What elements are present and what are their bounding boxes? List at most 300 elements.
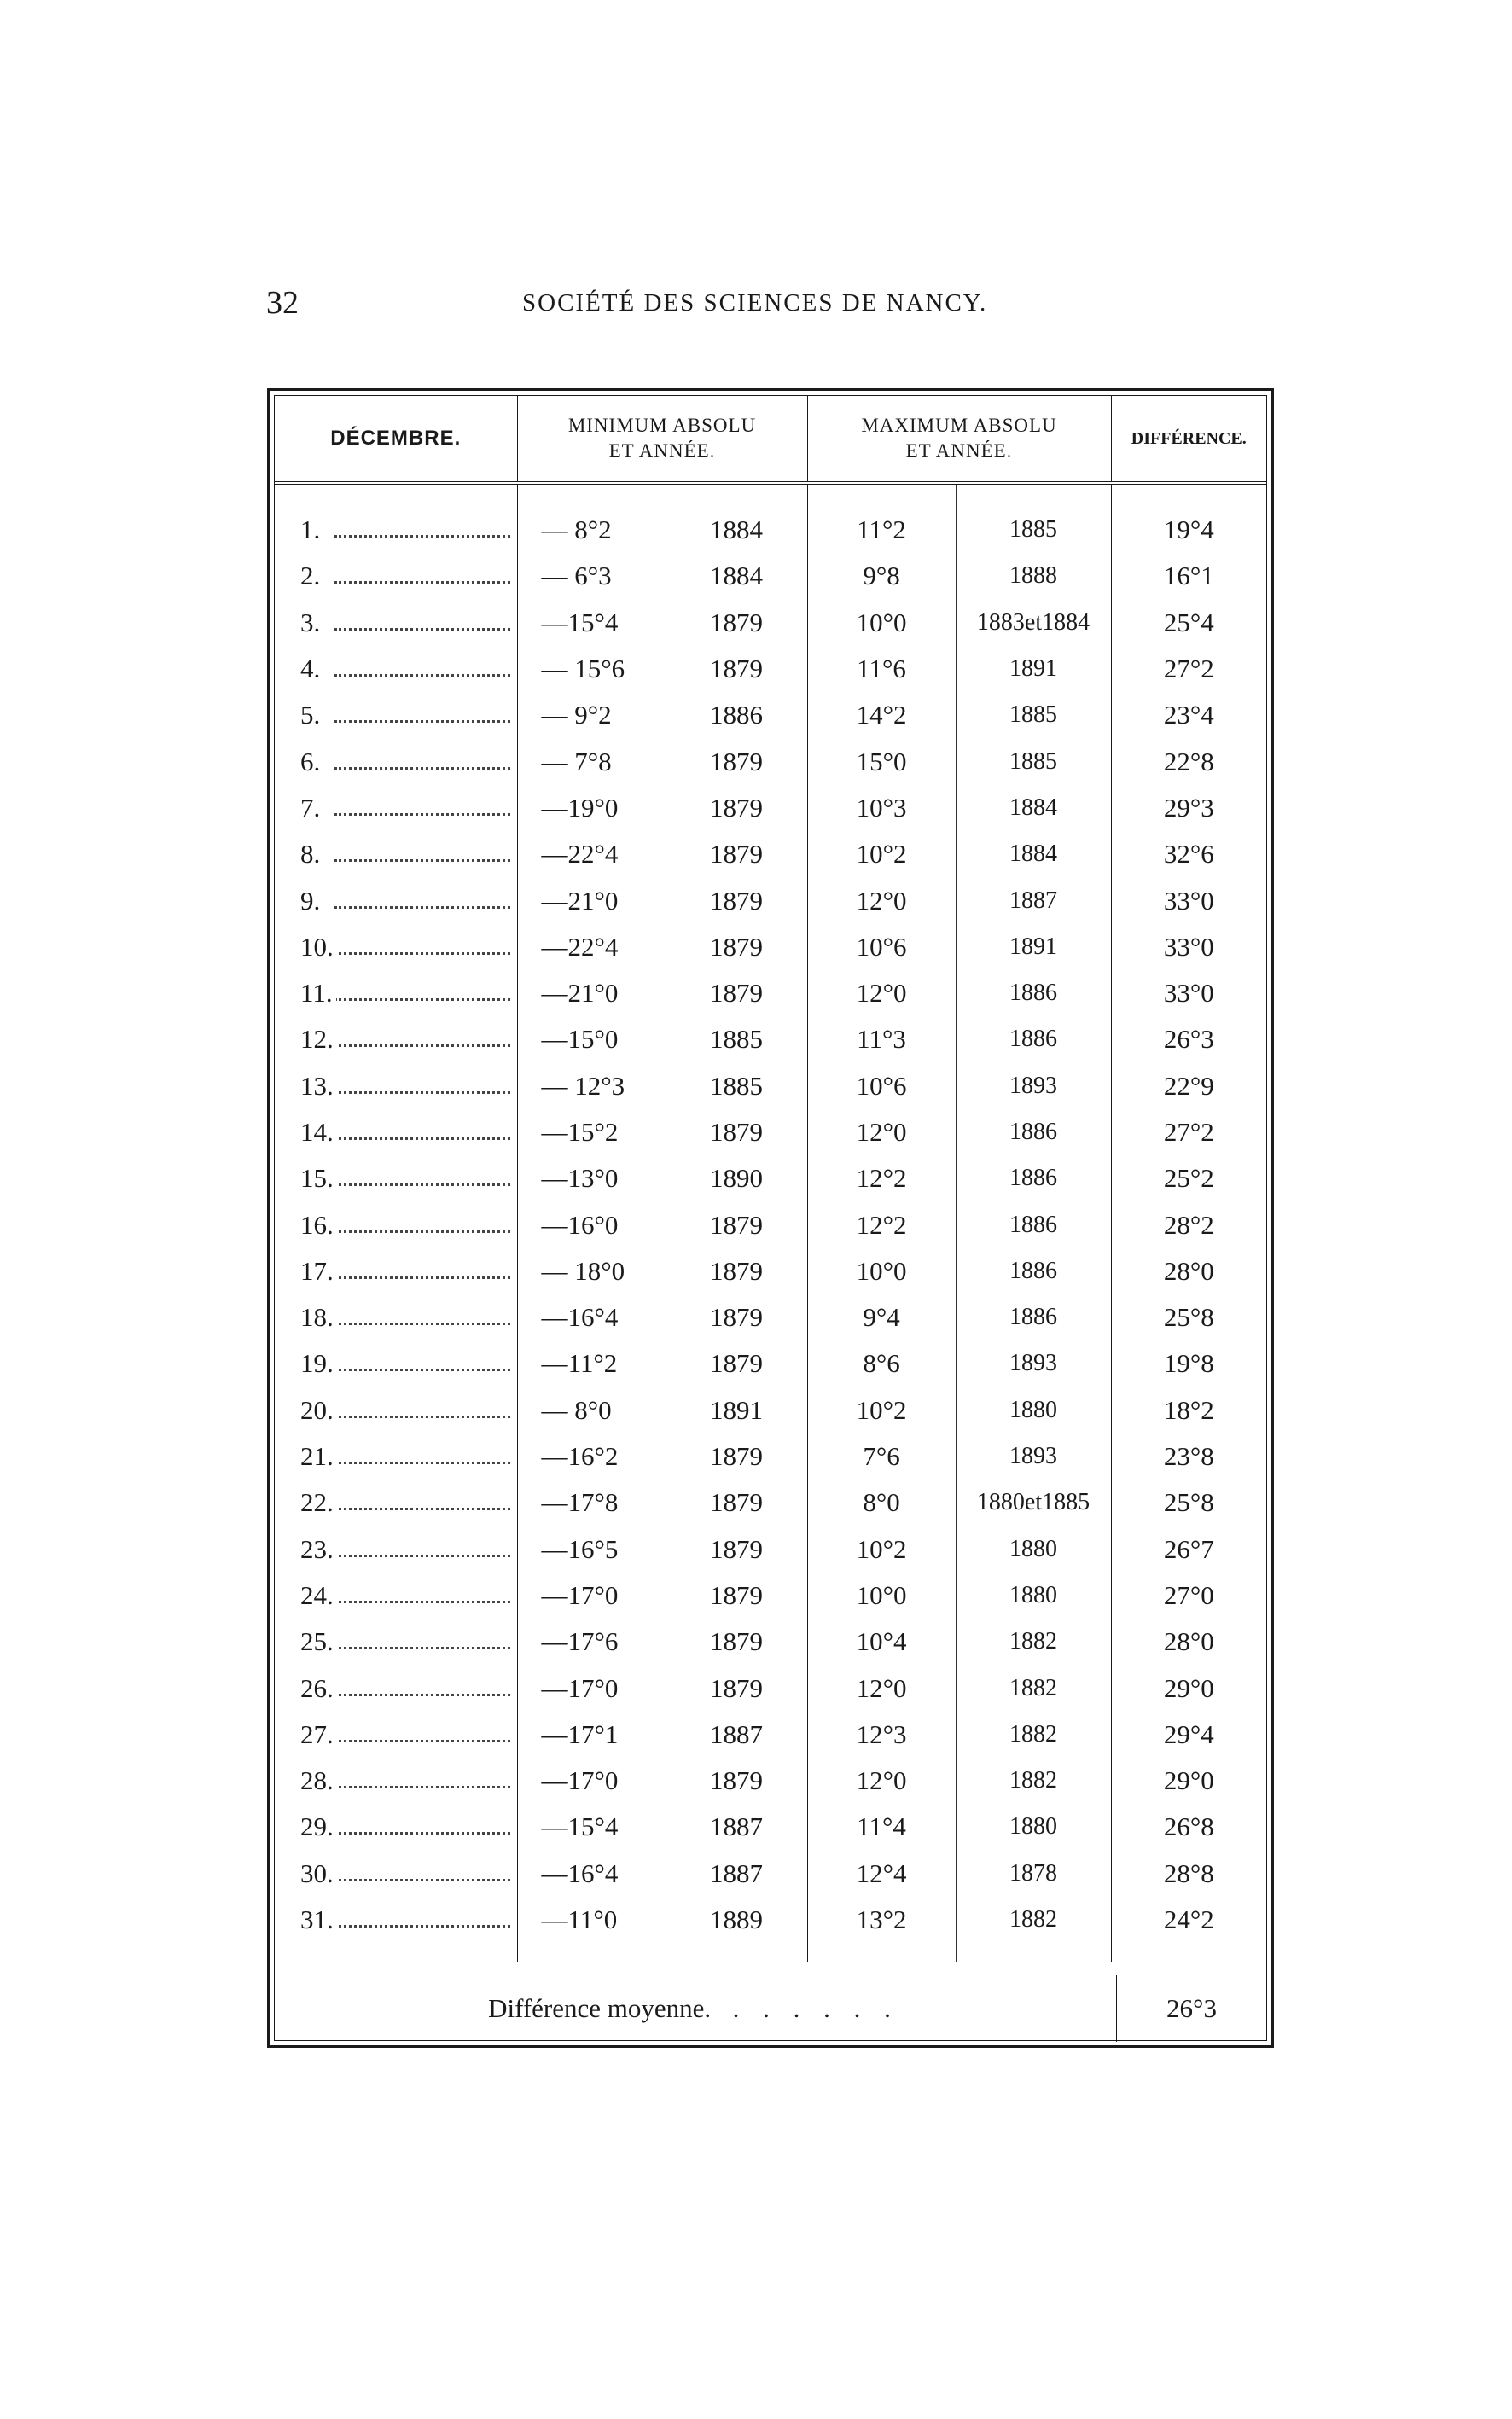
day-number: 14.	[300, 1117, 337, 1147]
table-row	[275, 1155, 1266, 1201]
day-cell	[275, 1201, 517, 1247]
dot-leader	[334, 1137, 510, 1140]
dot-leader	[334, 1323, 510, 1325]
column-header-minimum-line2: ET ANNÉE.	[608, 440, 716, 462]
difference-cell: 26°8	[1163, 1811, 1214, 1842]
maximum-value-cell: 10°3	[807, 785, 956, 831]
maximum-year-cell: 1886	[956, 1201, 1111, 1247]
difference-cell: 29°0	[1163, 1765, 1214, 1796]
maximum-year-cell: 1886	[956, 1248, 1111, 1294]
table-row	[275, 1387, 1266, 1433]
minimum-year-cell: 1879	[666, 785, 807, 831]
difference-cell: 19°8	[1163, 1348, 1214, 1379]
difference-cell: 25°2	[1163, 1163, 1214, 1194]
day-cell	[275, 738, 517, 784]
dot-leader	[334, 1832, 510, 1835]
maximum-value-cell: 14°2	[807, 692, 956, 738]
maximum-value-cell: 10°0	[807, 1573, 956, 1619]
table-row	[275, 1619, 1266, 1665]
day-cell	[275, 1294, 517, 1340]
difference-cell: 24°2	[1163, 1904, 1214, 1935]
difference-cell: 27°0	[1163, 1579, 1214, 1610]
running-head	[0, 282, 1512, 324]
difference-cell: 16°1	[1163, 561, 1214, 591]
day-number: 19.	[300, 1348, 337, 1378]
dot-leader	[334, 952, 510, 955]
dot-leader	[334, 674, 510, 677]
difference-cell: 25°8	[1163, 1487, 1214, 1518]
table-row	[275, 738, 1266, 784]
minimum-year-cell: 1879	[666, 1109, 807, 1155]
maximum-value-cell: 8°6	[807, 1340, 956, 1387]
minimum-year-cell: 1889	[666, 1897, 807, 1943]
day-number: 4.	[300, 654, 323, 683]
column-header-minimum-line1: MINIMUM ABSOLU	[567, 415, 757, 436]
day-number: 13.	[300, 1071, 337, 1101]
day-cell	[275, 1387, 517, 1433]
minimum-year-cell: 1887	[666, 1804, 807, 1850]
minimum-year-cell: 1891	[666, 1387, 807, 1433]
minimum-year-cell: 1879	[666, 1665, 807, 1711]
minimum-value-cell: —15°4	[517, 600, 666, 646]
dot-leader	[334, 1416, 510, 1418]
day-cell	[275, 553, 517, 599]
minimum-year-cell: 1879	[666, 1758, 807, 1804]
table-row	[275, 1294, 1266, 1340]
dot-leader	[334, 1183, 510, 1186]
minimum-year-cell: 1879	[666, 1294, 807, 1340]
maximum-year-cell: 1886	[956, 1294, 1111, 1340]
difference-cell: 23°8	[1163, 1441, 1214, 1472]
dot-leader	[334, 581, 510, 584]
day-cell	[275, 1526, 517, 1573]
day-number: 21.	[300, 1441, 337, 1471]
minimum-value-cell: — 6°3	[517, 553, 666, 599]
dot-leader	[334, 1276, 510, 1279]
maximum-year-cell: 1885	[956, 507, 1111, 553]
table-row	[275, 1573, 1266, 1619]
table-row	[275, 646, 1266, 692]
minimum-value-cell: —22°4	[517, 924, 666, 970]
minimum-year-cell: 1879	[666, 738, 807, 784]
day-cell	[275, 1480, 517, 1526]
minimum-value-cell: —21°0	[517, 970, 666, 1016]
difference-cell: 18°2	[1163, 1394, 1214, 1425]
day-cell	[275, 1851, 517, 1897]
table-row	[275, 1063, 1266, 1109]
difference-cell: 22°9	[1163, 1070, 1214, 1101]
maximum-year-cell: 1882	[956, 1619, 1111, 1665]
minimum-year-cell: 1890	[666, 1155, 807, 1201]
minimum-year-cell: 1885	[666, 1016, 807, 1062]
temperature-table-frame	[267, 388, 1274, 2048]
table-row	[275, 1804, 1266, 1850]
difference-cell: 33°0	[1163, 885, 1214, 916]
dot-leader	[334, 859, 510, 862]
day-cell	[275, 600, 517, 646]
temperature-table-inner	[274, 395, 1267, 2041]
table-row	[275, 1201, 1266, 1247]
difference-cell: 29°4	[1163, 1718, 1214, 1749]
day-number: 26.	[300, 1673, 337, 1703]
day-cell	[275, 1573, 517, 1619]
table-row	[275, 1016, 1266, 1062]
dot-leader	[334, 998, 510, 1001]
column-header-minimum	[517, 396, 807, 483]
minimum-value-cell: — 12°3	[517, 1063, 666, 1109]
maximum-year-cell: 1884	[956, 785, 1111, 831]
table-footer-row	[275, 1975, 1266, 2042]
day-cell	[275, 1063, 517, 1109]
maximum-year-cell: 1882	[956, 1712, 1111, 1758]
day-cell	[275, 1433, 517, 1480]
minimum-value-cell: —16°4	[517, 1851, 666, 1897]
column-header-maximum-line2: ET ANNÉE.	[905, 440, 1013, 462]
minimum-year-cell: 1879	[666, 877, 807, 923]
dot-leader	[334, 906, 510, 909]
column-header-month: DÉCEMBRE.	[275, 396, 517, 483]
maximum-value-cell: 13°2	[807, 1897, 956, 1943]
table-row	[275, 1340, 1266, 1387]
maximum-value-cell: 10°2	[807, 831, 956, 877]
table-row	[275, 970, 1266, 1016]
day-cell	[275, 1619, 517, 1665]
minimum-year-cell: 1879	[666, 970, 807, 1016]
day-number: 22.	[300, 1487, 337, 1517]
table-row	[275, 1109, 1266, 1155]
dot-leader	[334, 1740, 510, 1742]
table-row	[275, 1758, 1266, 1804]
dot-leader	[334, 1369, 510, 1371]
minimum-year-cell: 1879	[666, 1480, 807, 1526]
maximum-year-cell: 1884	[956, 831, 1111, 877]
minimum-year-cell: 1879	[666, 831, 807, 877]
dot-leader	[334, 767, 510, 770]
day-number: 25.	[300, 1626, 337, 1656]
minimum-year-cell: 1885	[666, 1063, 807, 1109]
minimum-value-cell: — 9°2	[517, 692, 666, 738]
maximum-year-cell: 1883et1884	[956, 600, 1111, 646]
minimum-value-cell: —17°0	[517, 1573, 666, 1619]
minimum-value-cell: —22°4	[517, 831, 666, 877]
day-number: 9.	[300, 886, 323, 916]
dot-leader	[334, 1879, 510, 1881]
minimum-value-cell: —13°0	[517, 1155, 666, 1201]
day-cell	[275, 1804, 517, 1850]
table-row	[275, 1248, 1266, 1294]
maximum-value-cell: 11°6	[807, 646, 956, 692]
average-difference-text: Différence moyenne.	[488, 1993, 712, 2023]
difference-cell: 33°0	[1163, 978, 1214, 1009]
maximum-year-cell: 1882	[956, 1665, 1111, 1711]
minimum-year-cell: 1879	[666, 646, 807, 692]
dot-leader	[334, 1694, 510, 1696]
maximum-value-cell: 15°0	[807, 738, 956, 784]
day-cell	[275, 1248, 517, 1294]
table-row	[275, 877, 1266, 923]
minimum-value-cell: —17°6	[517, 1619, 666, 1665]
maximum-year-cell: 1880	[956, 1804, 1111, 1850]
maximum-value-cell: 12°0	[807, 1758, 956, 1804]
minimum-value-cell: —17°0	[517, 1665, 666, 1711]
maximum-year-cell: 1886	[956, 1155, 1111, 1201]
maximum-value-cell: 12°0	[807, 877, 956, 923]
maximum-value-cell: 11°4	[807, 1804, 956, 1850]
maximum-year-cell: 1888	[956, 553, 1111, 599]
difference-cell: 28°8	[1163, 1858, 1214, 1888]
maximum-year-cell: 1885	[956, 738, 1111, 784]
day-number: 15.	[300, 1163, 337, 1193]
difference-cell: 26°7	[1163, 1533, 1214, 1564]
minimum-value-cell: —15°0	[517, 1016, 666, 1062]
maximum-year-cell: 1880	[956, 1387, 1111, 1433]
table-tail-row	[275, 1943, 1266, 1962]
table-row	[275, 1897, 1266, 1943]
difference-cell: 28°0	[1163, 1626, 1214, 1657]
day-cell	[275, 1758, 517, 1804]
day-number: 30.	[300, 1858, 337, 1888]
day-number: 6.	[300, 747, 323, 776]
table-row	[275, 785, 1266, 831]
minimum-value-cell: —19°0	[517, 785, 666, 831]
minimum-value-cell: —17°8	[517, 1480, 666, 1526]
maximum-year-cell: 1886	[956, 970, 1111, 1016]
minimum-year-cell: 1879	[666, 1248, 807, 1294]
minimum-year-cell: 1884	[666, 553, 807, 599]
table-row	[275, 553, 1266, 599]
difference-cell: 32°6	[1163, 839, 1214, 869]
maximum-year-cell: 1882	[956, 1758, 1111, 1804]
maximum-value-cell: 8°0	[807, 1480, 956, 1526]
minimum-value-cell: —16°2	[517, 1433, 666, 1480]
day-number: 28.	[300, 1765, 337, 1795]
day-number: 27.	[300, 1719, 337, 1749]
maximum-value-cell: 10°2	[807, 1387, 956, 1433]
dot-leader: . . . . . .	[717, 1993, 899, 2023]
day-cell	[275, 646, 517, 692]
maximum-year-cell: 1880et1885	[956, 1480, 1111, 1526]
maximum-year-cell: 1891	[956, 924, 1111, 970]
difference-cell: 28°0	[1163, 1255, 1214, 1286]
table-body	[275, 483, 1266, 1962]
maximum-value-cell: 12°2	[807, 1201, 956, 1247]
minimum-year-cell: 1879	[666, 1201, 807, 1247]
maximum-value-cell: 12°0	[807, 970, 956, 1016]
minimum-year-cell: 1879	[666, 600, 807, 646]
day-number: 8.	[300, 839, 323, 869]
dot-leader	[334, 1230, 510, 1233]
dot-leader	[334, 535, 510, 538]
day-number: 17.	[300, 1256, 337, 1286]
difference-cell: 25°4	[1163, 607, 1214, 637]
minimum-value-cell: — 8°0	[517, 1387, 666, 1433]
table-row	[275, 1665, 1266, 1711]
difference-cell: 27°2	[1163, 1117, 1214, 1147]
day-cell	[275, 692, 517, 738]
maximum-value-cell: 10°6	[807, 1063, 956, 1109]
journal-title: SOCIÉTÉ DES SCIENCES DE NANCY.	[522, 289, 988, 317]
maximum-value-cell: 10°6	[807, 924, 956, 970]
minimum-year-cell: 1879	[666, 1619, 807, 1665]
table-spacer-row	[275, 483, 1266, 507]
minimum-year-cell: 1884	[666, 507, 807, 553]
maximum-year-cell: 1882	[956, 1897, 1111, 1943]
day-number: 31.	[300, 1904, 337, 1934]
day-number: 16.	[300, 1210, 337, 1240]
maximum-value-cell: 10°0	[807, 1248, 956, 1294]
minimum-year-cell: 1887	[666, 1712, 807, 1758]
day-number: 29.	[300, 1811, 337, 1841]
dot-leader	[334, 1044, 510, 1047]
minimum-value-cell: —11°0	[517, 1897, 666, 1943]
minimum-value-cell: —17°1	[517, 1712, 666, 1758]
day-number: 11.	[300, 978, 336, 1008]
day-cell	[275, 1109, 517, 1155]
minimum-value-cell: —15°2	[517, 1109, 666, 1155]
minimum-year-cell: 1886	[666, 692, 807, 738]
dot-leader	[334, 1786, 510, 1788]
minimum-value-cell: —17°0	[517, 1758, 666, 1804]
minimum-value-cell: —16°4	[517, 1294, 666, 1340]
day-number: 7.	[300, 793, 323, 823]
table-row	[275, 831, 1266, 877]
day-number: 18.	[300, 1302, 337, 1332]
page-number: 32	[266, 285, 299, 321]
table-row	[275, 1433, 1266, 1480]
day-cell	[275, 507, 517, 553]
table-row	[275, 1851, 1266, 1897]
minimum-year-cell: 1879	[666, 1433, 807, 1480]
maximum-value-cell: 9°4	[807, 1294, 956, 1340]
maximum-value-cell: 12°4	[807, 1851, 956, 1897]
maximum-year-cell: 1893	[956, 1340, 1111, 1387]
difference-cell: 28°2	[1163, 1209, 1214, 1240]
day-cell	[275, 970, 517, 1016]
dot-leader	[334, 1647, 510, 1649]
december-temperature-table	[275, 396, 1266, 1962]
difference-cell: 29°0	[1163, 1672, 1214, 1703]
day-number: 2.	[300, 561, 323, 590]
maximum-value-cell: 11°2	[807, 507, 956, 553]
maximum-year-cell: 1880	[956, 1573, 1111, 1619]
day-cell	[275, 1665, 517, 1711]
maximum-value-cell: 7°6	[807, 1433, 956, 1480]
day-cell	[275, 1155, 517, 1201]
maximum-value-cell: 11°3	[807, 1016, 956, 1062]
day-cell	[275, 831, 517, 877]
dot-leader	[334, 628, 510, 631]
day-cell	[275, 1712, 517, 1758]
maximum-year-cell: 1893	[956, 1433, 1111, 1480]
minimum-value-cell: —15°4	[517, 1804, 666, 1850]
maximum-value-cell: 12°0	[807, 1665, 956, 1711]
difference-cell: 26°3	[1163, 1024, 1214, 1055]
column-header-maximum	[807, 396, 1111, 483]
day-cell	[275, 1897, 517, 1943]
table-row	[275, 924, 1266, 970]
minimum-value-cell: —16°5	[517, 1526, 666, 1573]
minimum-value-cell: — 15°6	[517, 646, 666, 692]
difference-cell: 27°2	[1163, 654, 1214, 684]
table-row	[275, 692, 1266, 738]
table-row	[275, 1712, 1266, 1758]
day-number: 12.	[300, 1024, 337, 1054]
day-number: 23.	[300, 1534, 337, 1564]
day-cell	[275, 924, 517, 970]
column-header-difference: DIFFÉRENCE.	[1111, 396, 1266, 483]
dot-leader	[334, 1508, 510, 1510]
dot-leader	[334, 720, 510, 723]
maximum-value-cell: 12°0	[807, 1109, 956, 1155]
dot-leader	[334, 1555, 510, 1557]
table-row	[275, 1480, 1266, 1526]
minimum-year-cell: 1879	[666, 1340, 807, 1387]
table-row	[275, 1526, 1266, 1573]
minimum-value-cell: — 7°8	[517, 738, 666, 784]
day-cell	[275, 1340, 517, 1387]
day-cell	[275, 877, 517, 923]
minimum-value-cell: —16°0	[517, 1201, 666, 1247]
table-header-row	[275, 396, 1266, 483]
minimum-year-cell: 1879	[666, 1526, 807, 1573]
difference-cell: 22°8	[1163, 746, 1214, 776]
maximum-year-cell: 1887	[956, 877, 1111, 923]
dot-leader	[334, 1925, 510, 1928]
maximum-value-cell: 10°4	[807, 1619, 956, 1665]
difference-cell: 33°0	[1163, 931, 1214, 962]
difference-cell: 23°4	[1163, 700, 1214, 730]
minimum-value-cell: — 18°0	[517, 1248, 666, 1294]
dot-leader	[334, 1462, 510, 1464]
minimum-year-cell: 1879	[666, 924, 807, 970]
minimum-value-cell: —21°0	[517, 877, 666, 923]
dot-leader	[334, 813, 510, 816]
table-row	[275, 507, 1266, 553]
day-number: 20.	[300, 1395, 337, 1425]
minimum-value-cell: —11°2	[517, 1340, 666, 1387]
dot-leader	[334, 1091, 510, 1094]
maximum-value-cell: 12°3	[807, 1712, 956, 1758]
maximum-value-cell: 10°0	[807, 600, 956, 646]
maximum-value-cell: 10°2	[807, 1526, 956, 1573]
maximum-value-cell: 12°2	[807, 1155, 956, 1201]
minimum-value-cell: — 8°2	[517, 507, 666, 553]
maximum-year-cell: 1893	[956, 1063, 1111, 1109]
minimum-year-cell: 1879	[666, 1573, 807, 1619]
difference-cell: 19°4	[1163, 515, 1214, 545]
difference-cell: 25°8	[1163, 1302, 1214, 1333]
maximum-year-cell: 1891	[956, 646, 1111, 692]
maximum-year-cell: 1886	[956, 1016, 1111, 1062]
table-row	[275, 600, 1266, 646]
column-header-maximum-line1: MAXIMUM ABSOLU	[861, 415, 1057, 436]
maximum-year-cell: 1880	[956, 1526, 1111, 1573]
dot-leader	[334, 1601, 510, 1603]
average-difference-label	[275, 1975, 1113, 2042]
difference-cell: 29°3	[1163, 792, 1214, 823]
maximum-value-cell: 9°8	[807, 553, 956, 599]
maximum-year-cell: 1878	[956, 1851, 1111, 1897]
day-number: 1.	[300, 515, 323, 544]
day-cell	[275, 1016, 517, 1062]
day-number: 10.	[300, 932, 337, 962]
maximum-year-cell: 1886	[956, 1109, 1111, 1155]
day-number: 5.	[300, 700, 323, 730]
minimum-year-cell: 1887	[666, 1851, 807, 1897]
day-number: 24.	[300, 1580, 337, 1610]
day-number: 3.	[300, 608, 323, 637]
average-difference-value: 26°3	[1116, 1975, 1266, 2042]
